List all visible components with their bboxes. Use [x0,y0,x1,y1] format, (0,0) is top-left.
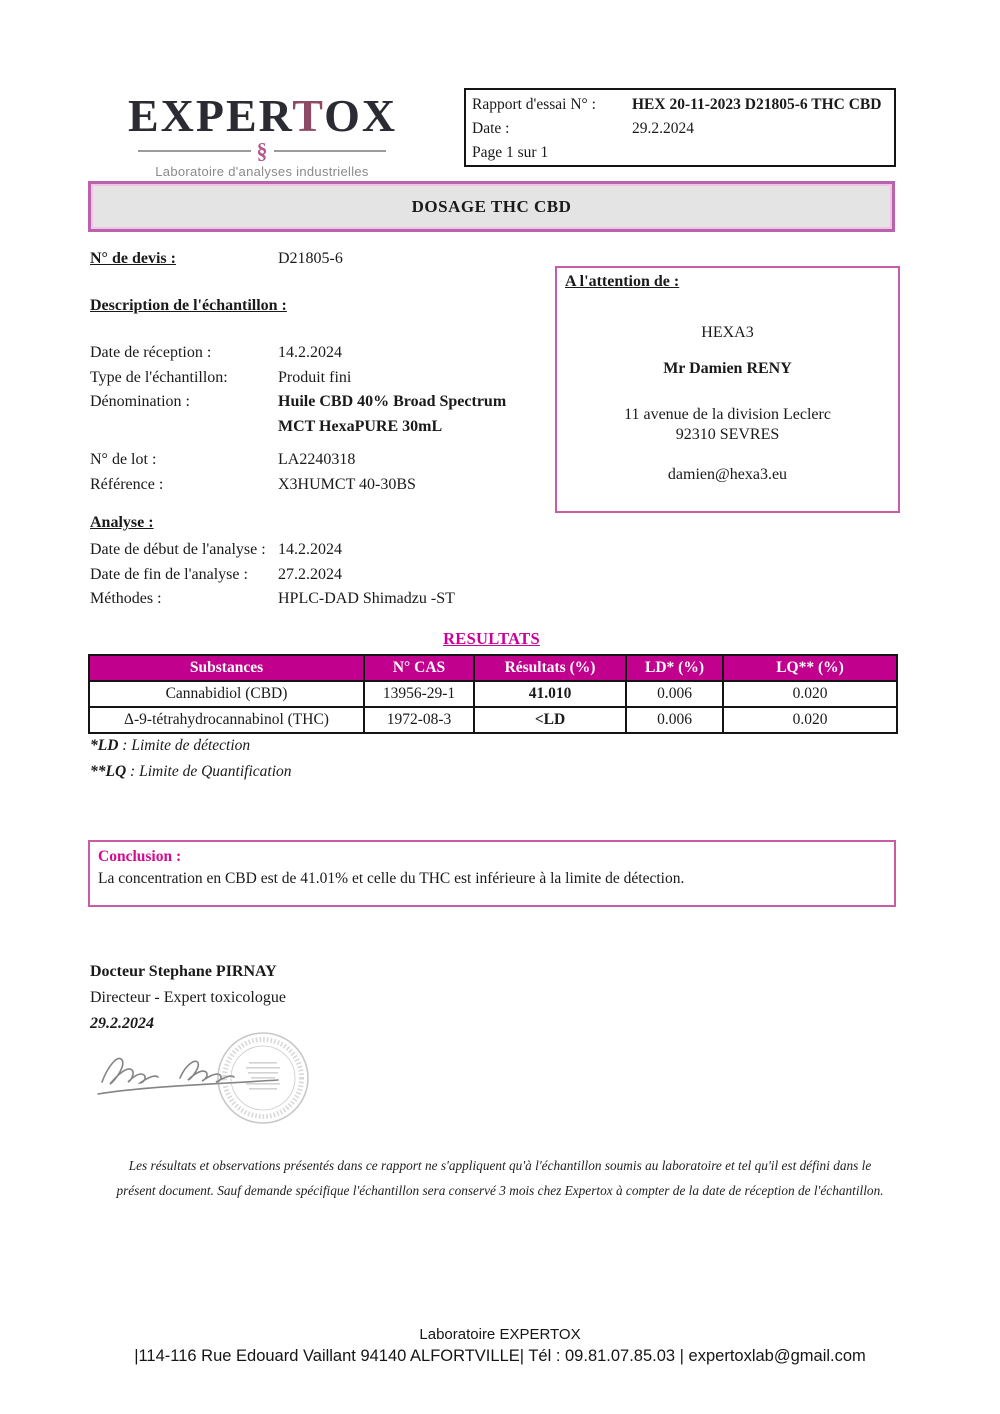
analyse-methods-label: Méthodes : [90,590,162,607]
denomination-row [90,390,560,439]
footnote-ld [90,733,490,759]
disclaimer-line1: Les résultats et observations présentés dans ce rapport ne s'appliquent qu'à l'échantillon soumis au laboratoire et tel qu'il est défini dans le [128,1158,872,1173]
report-date-value: 29.2.2024 [632,120,694,137]
attention-address-line1: 11 avenue de la division Leclerc [624,406,831,423]
analyse-start-value: 14.2.2024 [278,541,342,558]
logo-divider [138,140,386,162]
attention-company: HEXA3 [701,324,754,341]
denomination-value-line1: Huile CBD 40% Broad Spectrum [278,393,507,410]
reference-row [90,473,560,498]
footnote-ld-term: *LD [90,737,119,754]
dosage-banner-title: DOSAGE THC CBD [411,196,572,216]
logo-text-accent: T [292,90,325,141]
footnote-lq-sep: : [126,763,140,780]
results-header-result: Résultats (%) [474,655,626,681]
report-page-row [472,141,888,165]
attention-box [555,266,900,513]
logo-divider-line-left [138,150,251,152]
logo-text-post: OX [324,90,398,141]
analyse-fields [90,538,570,612]
signatory-block [90,959,286,1037]
analyse-end-row [90,563,570,588]
logo-divider-line-right [274,150,387,152]
sample-type-label: Type de l'échantillon: [90,368,228,386]
report-number-row [472,93,888,117]
thc-cas: 1972-08-3 [364,707,474,733]
laboratory-seal-stamp [213,1028,313,1128]
dosage-banner [88,181,895,232]
reception-value: 14.2.2024 [278,344,342,361]
sample-fields [90,341,560,497]
table-row-cbd [89,681,897,707]
report-page-info: Page 1 sur 1 [472,144,549,161]
conclusion-text: La concentration en CBD est de 41.01% et celle du THC est inférieure à la limite de détection. [98,870,685,887]
denomination-value-line2: MCT HexaPURE 30mL [278,417,443,435]
footnote-lq [90,759,490,785]
analyse-end-value: 27.2.2024 [278,565,342,583]
reference-label: Référence : [90,475,164,493]
footnote-lq-def: Limite de Quantification [139,763,292,780]
attention-address-line2: 92310 SEVRES [675,426,780,443]
thc-lq: 0.020 [723,707,897,733]
footer-contact-info: |114-116 Rue Edouard Vaillant 94140 ALFORTVILLE| Tél : 09.81.07.85.03 | expertoxlab@gmail.com [134,1347,866,1365]
disclaimer-text [95,1153,905,1203]
thc-substance: Δ-9-tétrahydrocannabinol (THC) [89,707,364,733]
conclusion-box [88,840,896,907]
results-header-row [89,655,897,681]
analyse-start-row [90,538,570,563]
report-number-value: HEX 20-11-2023 D21805-6 THC CBD [632,96,882,113]
cbd-cas: 13956-29-1 [364,681,474,707]
analyse-start-label: Date de début de l'analyse : [90,541,266,558]
results-table [88,654,896,734]
analyse-methods-row [90,587,570,612]
analyse-end-label: Date de fin de l'analyse : [90,565,248,583]
footnote-ld-sep: : [118,737,132,754]
cbd-result: 41.010 [474,681,626,707]
results-footnotes [90,733,490,785]
lot-row [90,448,560,473]
denomination-label: Dénomination : [90,393,190,410]
signatory-title: Directeur - Expert toxicologue [90,989,286,1006]
report-number-label: Rapport d'essai N° : [472,96,596,113]
devis-row [90,247,570,272]
reference-value: X3HUMCT 40-30BS [278,475,416,493]
results-header-cas: N° CAS [364,655,474,681]
report-date-label: Date : [472,120,510,137]
attention-contact: Mr Damien RENY [663,360,792,377]
signatory-name: Docteur Stephane PIRNAY [90,963,277,980]
page-footer [0,1326,1000,1366]
results-header-lq: LQ** (%) [723,655,897,681]
sample-type-row [90,366,560,391]
thc-ld: 0.006 [626,707,723,733]
logo-wordmark [128,92,396,140]
sample-section-heading: Description de l'échantillon : [90,297,287,314]
footnote-ld-def: Limite de détection [131,737,251,754]
devis-label: N° de devis : [90,250,176,267]
cbd-substance: Cannabidiol (CBD) [89,681,364,707]
footnote-lq-term: **LQ [90,763,127,780]
denomination-value [278,390,506,439]
footer-lab-name: Laboratoire EXPERTOX [419,1326,581,1343]
expertox-logo [128,92,396,179]
analyse-section-heading: Analyse : [90,514,154,531]
disclaimer-line2: présent document. Sauf demande spécifique l'échantillon sera conservé 3 mois chez Expertox à compter de la date de réception de l'échantillon. [116,1183,884,1198]
thc-result: <LD [474,707,626,733]
attention-email: damien@hexa3.eu [667,466,788,483]
sample-type-value: Produit fini [278,368,352,386]
results-header-ld: LD* (%) [626,655,723,681]
lot-value: LA2240318 [278,451,356,468]
logo-text-pre: EXPER [128,90,293,141]
reception-label: Date de réception : [90,344,212,361]
results-heading: RESULTATS [443,629,540,648]
table-row-thc [89,707,897,733]
attention-heading: A l'attention de : [565,273,680,290]
lot-label: N° de lot : [90,451,157,468]
analyse-methods-value: HPLC-DAD Shimadzu -ST [278,590,455,607]
results-header-substances: Substances [89,655,364,681]
conclusion-label: Conclusion : [98,848,182,865]
report-date-row [472,117,888,141]
report-info-box [464,88,896,167]
logo-tagline: Laboratoire d'analyses industrielles [155,164,369,180]
signatory-date: 29.2.2024 [90,1015,154,1032]
devis-value: D21805-6 [278,250,343,267]
reception-row [90,341,560,366]
cbd-lq: 0.020 [723,681,897,707]
cbd-ld: 0.006 [626,681,723,707]
logo-section-icon: § [256,138,268,164]
